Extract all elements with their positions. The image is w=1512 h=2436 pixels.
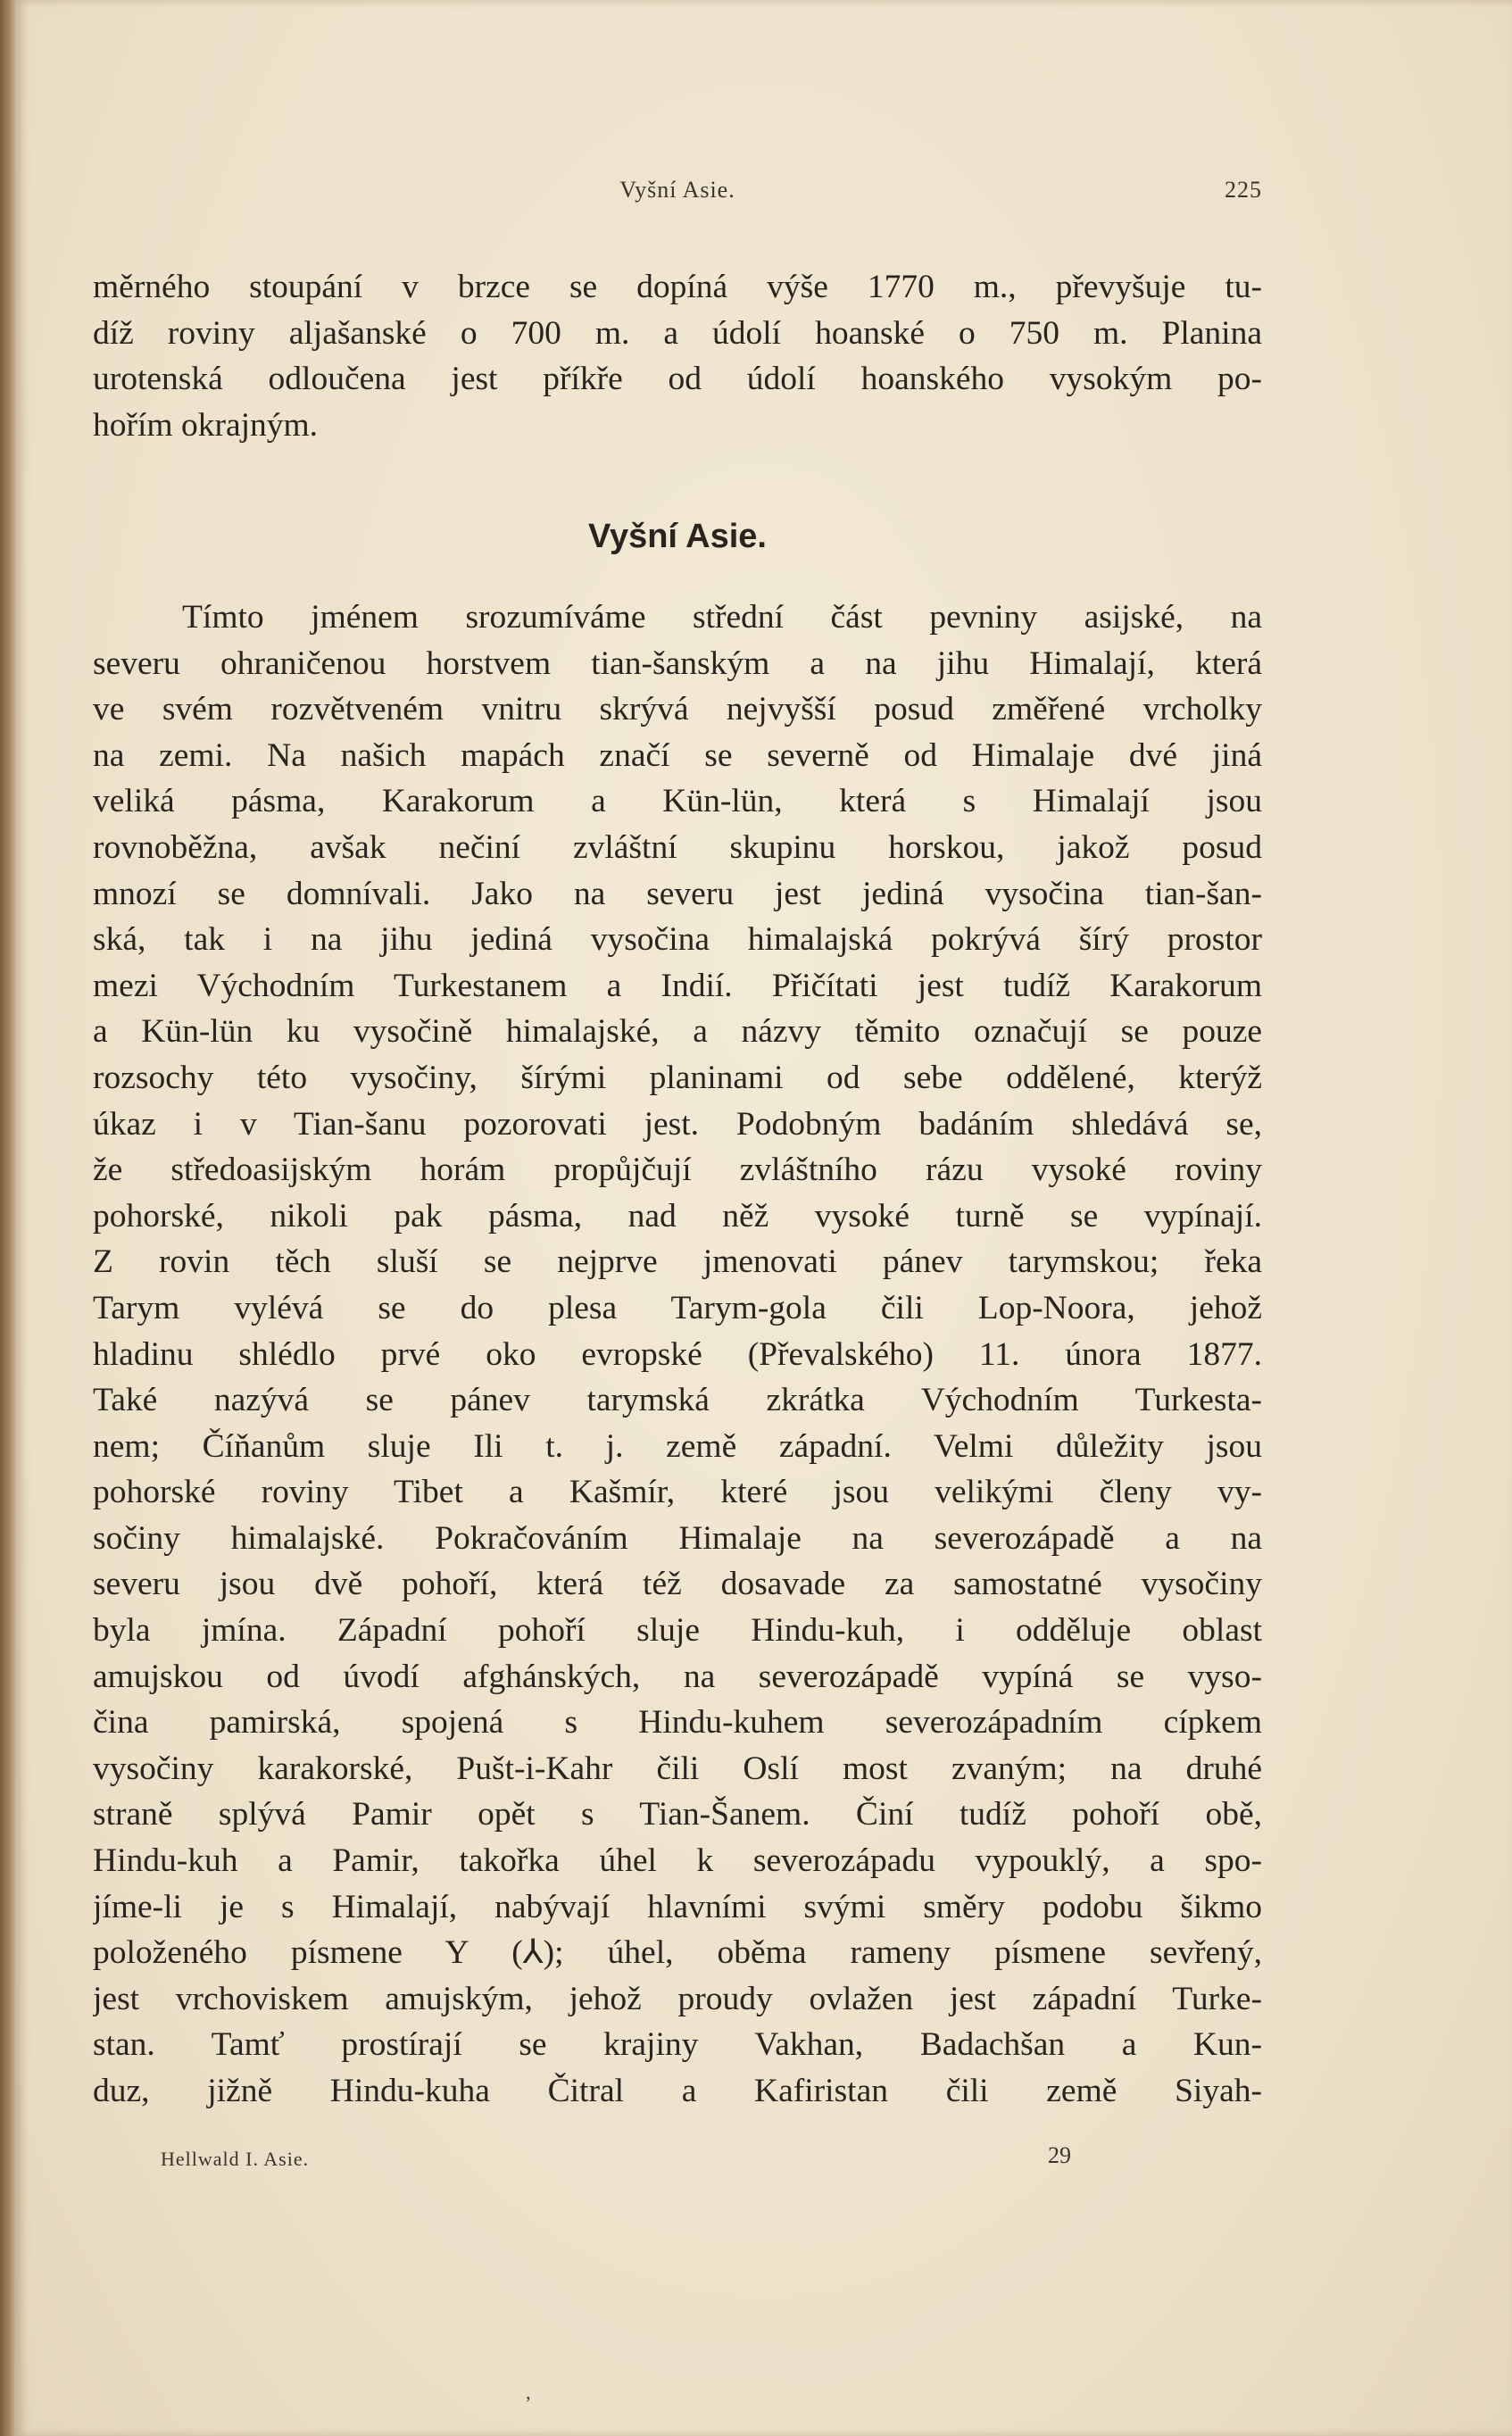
text-line: pohorské, nikoli pak pásma, nad něž vysoké turně se vypínají. — [93, 1197, 1262, 1235]
text-line: ve svém rozvětveném vnitru skrývá nejvyšší posud změřené vrcholky — [93, 691, 1262, 728]
text-line: amujskou od úvodí afghánských, na severozápadě vypíná se vyso- — [93, 1658, 1262, 1695]
text-line: pohorské roviny Tibet a Kašmír, které jsou velikými členy vy- — [93, 1474, 1262, 1511]
text-line: měrného stoupání v brzce se dopíná výše 1770 m., převyšuje tu- — [93, 269, 1262, 305]
text-line: Tarym vylévá se do plesa Tarym-gola čili Lop-Noora, jehož — [93, 1289, 1262, 1326]
text-line: Také nazývá se pánev tarymská zkrátka Východním Turkesta- — [93, 1382, 1262, 1419]
text-line: urotenská odloučena jest příkře od údolí hoanského vysokým po- — [93, 361, 1262, 398]
text-line: a Kün-lün ku vysočině himalajské, a názvy těmito označují se pouze — [93, 1013, 1262, 1051]
text-line: byla jmína. Západní pohoří sluje Hindu-kuh, i odděluje oblast — [93, 1612, 1262, 1650]
text-line: stan. Tamť prostírají se krajiny Vakhan, Badachšan a Kun- — [93, 2026, 1262, 2064]
text-line: hladinu shlédlo prvé oko evropské (Převalského) 11. února 1877. — [93, 1335, 1262, 1373]
text-line: Hindu-kuh a Pamir, takořka úhel k severozápadu vypouklý, a spo- — [93, 1842, 1262, 1880]
text-line: čina pamirská, spojená s Hindu-kuhem severozápadním cípkem — [93, 1704, 1262, 1742]
running-head-title: Vyšní Asie. — [619, 177, 735, 203]
section-heading: Vyšní Asie. — [588, 518, 767, 555]
text-line: sočiny himalajské. Pokračováním Himalaje na severozápadě a na — [93, 1519, 1262, 1557]
text-line: straně splývá Pamir opět s Tian-Šanem. Činí tudíž pohoří obě, — [93, 1796, 1262, 1833]
text-line: díž roviny aljašanské o 700 m. a údolí hoanské o 750 m. Planina — [93, 314, 1262, 352]
text-line: ská, tak i na jihu jediná vysočina himalajská pokrývá šírý prostor — [93, 921, 1262, 959]
text-line: že středoasijským horám propůjčují zvláštního rázu vysoké roviny — [93, 1151, 1262, 1189]
text-line: jest vrchoviskem amujským, jehož proudy ovlažen jest západní Turke- — [93, 1980, 1262, 2017]
text-line: Tímto jménem srozumíváme střední část pevniny asijské, na — [182, 599, 1262, 636]
text-line: mezi Východním Turkestanem a Indií. Přičítati jest tudíž Karakorum — [93, 967, 1262, 1004]
book-spine-edge — [0, 0, 16, 2436]
text-line: rozsochy této vysočiny, šírými planinami od sebe oddělené, kterýž — [93, 1059, 1262, 1096]
text-line: hořím okrajným. — [93, 406, 319, 444]
paragraph-main — [93, 594, 1262, 2115]
text-line: veliká pásma, Karakorum a Kün-lün, která s Himalají jsou — [93, 783, 1262, 820]
text-line: úkaz i v Tian-šanu pozorovati jest. Podobným badáním shledává se, — [93, 1105, 1262, 1143]
text-line: na zemi. Na našich mapách značí se severně od Himalaje dvé jiná — [93, 736, 1262, 774]
page-number: 225 — [1225, 177, 1262, 203]
text-line: mnozí se domnívali. Jako na severu jest jediná vysočina tian-šan- — [93, 875, 1262, 912]
text-line: nem; Číňanům sluje Ili t. j. země západní. Velmi důležity jsou — [93, 1427, 1262, 1465]
text-line: severu ohraničenou horstvem tian-šanským a na jihu Himalají, která — [93, 644, 1262, 682]
text-line: položeného písmene Y (⅄); úhel, oběma rameny písmene sevřený, — [93, 1934, 1262, 1972]
text-line: duz, jižně Hindu-kuha Čitral a Kafiristan čili země Siyah- — [93, 2073, 1262, 2109]
stray-ink-mark: ʼ — [525, 2392, 532, 2415]
text-line: rovnoběžna, avšak nečiní zvláštní skupinu horskou, jakož posud — [93, 828, 1262, 866]
page-footer — [93, 2142, 1262, 2178]
paragraph-intro — [93, 264, 1262, 448]
text-line: jíme-li je s Himalají, nabývají hlavními svými směry podobu šikmo — [93, 1888, 1262, 1925]
footer-sheet-number: 29 — [1048, 2142, 1071, 2168]
footer-signature: Hellwald I. Asie. — [161, 2148, 310, 2170]
text-line: severu jsou dvě pohoří, která též dosavade za samostatné vysočiny — [93, 1566, 1262, 1603]
text-line: Z rovin těch sluší se nejprve jmenovati pánev tarymskou; řeka — [93, 1243, 1262, 1281]
running-head — [93, 177, 1262, 212]
text-line: vysočiny karakorské, Pušt-i-Kahr čili Oslí most zvaným; na druhé — [93, 1750, 1262, 1787]
